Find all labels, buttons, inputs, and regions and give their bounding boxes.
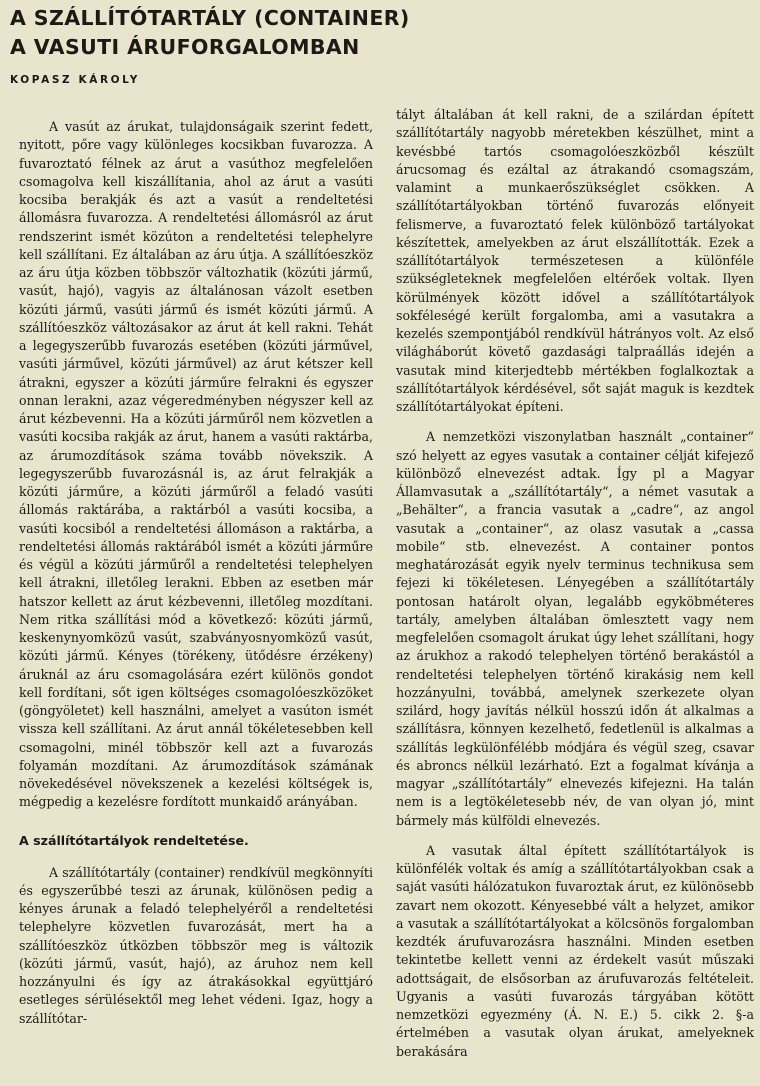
paragraph: A vasutak által épített szállítótartályok is különfélék voltak és amíg a szállítótartályokban csak a saját vasúti hálózatukon fuvaroztak árut, ez különösebb zavart nem okozott. Kényesebbé vált a helyzet, amikor a vasutak a szállítótartályokat a kölcsönös forgalomban kezdték árufuvarozásra használni. Minden esetben tekintetbe kellett venni az érdekelt vasút műszaki adottságait, de elsősorban az árufuvarozás feltételeit. Ugyanis a vasúti fuvarozás tárgyában kötött nemzetközi egyezmény (Á. N. E.) 5. cikk 2. §-a értelmében a vasutak olyan árukat, amelyeknek berakására [396, 842, 754, 1059]
author-name: KOPASZ KÁROLY [10, 74, 141, 86]
paragraph: A vasút az árukat, tulajdonságaik szerint fedett, nyitott, pőre vagy különleges kocsikban fuvarozza. A fuvaroztató félnek az árut a vasúthoz megfelelően csomagolva kell kiszállítania, ahol az árut a vasúti kocsiba berakják és azt a vasút a rendeltetési állomásra fuvarozza. A rendeltetési állomásról az árut rendszerint ismét közúton a rendeltetési telephelyre kell szállítani. Ez általában az áru útja. A szállítóeszköz az áru útja közben többször változhatik (közúti jármű, vasút, hajó), vagyis az általánosan vázolt esetben közúti jármű, vasúti jármű és ismét közúti jármű. A szállítóeszköz változásakor az árut át kell rakni. Tehát a legegyszerűbb fuvarozás esetében (közúti járművel, vasúti járművel, közúti járművel) az árut kétszer kell átrakni, egyszer a közúti járműre felrakni és egyszer onnan lerakni, azaz végeredményben négyszer kell az árut kézbevenni. Ha a közúti járműről nem közvetlen a vasúti kocsiba rakják az árut, hanem a vasúti raktárba, az árumozdítások száma tovább növekszik. A legegyszerűbb fuvarozásnál is, az árut felrakják a közúti járműre, a közúti járműről a feladó vasúti állomás raktárába, a raktárból a vasúti kocsiba, a vasúti kocsiból a rendeltetési állomáson a raktárba, a rendeltetési állomás raktárából ismét a közúti járműre és végül a közúti járműről a rendeltetési telephelyen kell átrakni, illetőleg lerakni. Ebben az esetben már hatszor kellett az árut kézbevenni, illetőleg mozdítani. Nem ritka szállítási mód a következő: közúti jármű, keskenynyomközű vasút, szabványosnyomközű vasút, közúti jármű. Kényes (törékeny, ütődésre érzékeny) áruknál az áru csomagolására ezért különös gondot kell fordítani, sőt igen költséges csomagolóeszközöket (göngyöletet) kell használni, amelyet a vasúton ismét vissza kell szállítani. Az árut annál tökéletesebben kell csomagolni, minél többször kell azt a fuvarozás folyamán mozdítani. Az árumozdítások számának növekedésével növekszenek a kezelési költségek is, mégpedig a kezelésre fordított munkaidő arányában. [19, 119, 373, 810]
article-title [10, 4, 750, 62]
paragraph: A nemzetközi viszonylatban használt „container“ szó helyett az egyes vasutak a container célját kifejező különböző elnevezést adtak. Így pl a Magyar Államvasutak a „szállítótartály“, a német vasutak a „Behälter“, a francia vasutak a „cadre“, az angol vasutak a „container“, az olasz vasutak a „cassa mobile“ stb. elnevezést. A container pontos meghatározását egyik nyelv terminus technikusa sem fejezi ki tökéletesen. Lényegében a szállítótartály pontosan határolt olyan, legalább egyköbméteres tartály, amelyben általában ömlesztett vagy nem megfelelően csomagolt árukat úgy lehet szállítani, hogy az árukhoz a rakodó telephelyen történő berakástól a rendeltetési telephelyen történő kirakásig nem kell hozzányulni, továbbá, amelynek szerkezete olyan szilárd, hogy javítás nélkül hosszú időn át alkalmas a szállításra, könnyen kezelhető, fedetlenül is alkalmas a szállítás legkülönfélébb módjára és végül szeg, csavar és abroncs nélkül lezárható. Ezt a fogalmat kívánja a magyar „szállítótartály“ elnevezés kifejezni. Ha talán nem is a legtökéletesebb név, de van olyan jó, mint bármely más külföldi elnevezés. [396, 429, 754, 828]
title-line-2: A VASUTI ÁRUFORGALOMBAN [10, 35, 360, 59]
title-line-1: A SZÁLLÍTÓTARTÁLY (CONTAINER) [10, 6, 410, 30]
paragraph: tályt általában át kell rakni, de a szilárdan épített szállítótartály nagyobb méretekben készülhet, mint a kevésbbé tartós csomagolóeszközből készült árucsomag és ezáltal az átrakandó csomagszám, valamint a munkaerőszükséglet csökken. A szállítótartályokban történő fuvarozás előnyeit felismerve, a fuvaroztató felek különböző tartályokat készítettek, amelyekben az árut elszállították. Ezek a szállítótartályok természetesen a különféle szükségleteknek megfelelően eltérőek voltak. Ilyen körülmények között idővel a szállítótartályok sokféleségé került forgalomba, ami a vasutakra a kezelés szempontjából rendkívül hátrányos volt. Az első világháborút követő gazdasági talpraállás idején a vasutak mind kiterjedtebb mértékben foglalkoztak a szállítótartályok kérdésével, sőt saját maguk is kezdtek szállítótartályokat építeni. [396, 107, 754, 414]
right-column [396, 106, 754, 1061]
section-heading: A szállítótartályok rendeltetése. [19, 832, 249, 848]
left-column [19, 118, 373, 1028]
paragraph: A szállítótartály (container) rendkívül megkönnyíti és egyszerűbbé teszi az árunak, különösen pedig a kényes árunak a feladó telephelyéről a rendeltetési telephelyre közvetlen fuvarozását, mert ha a szállítóeszköz útközben többször meg is változik (közúti jármű, vasút, hajó), az áruhoz nem kell hozzányulni és így az átrakásokkal együttjáró esetleges sérülésektől meg lehet védeni. Igaz, hogy a szállítótar- [19, 864, 373, 1026]
